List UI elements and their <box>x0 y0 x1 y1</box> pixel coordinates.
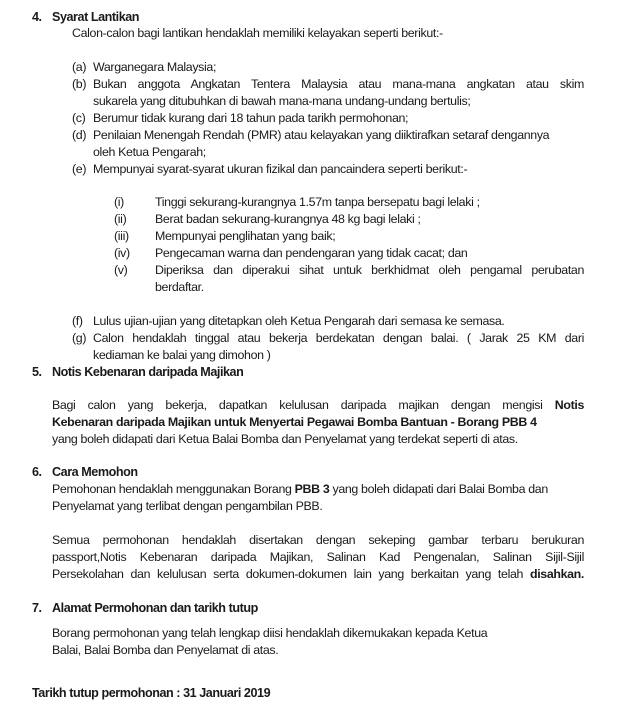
section-6-para2-line1: Semua permohonan hendaklah disertakan dengan sekeping gambar terbaru berukuran <box>52 533 584 547</box>
item-b-text-line1: Bukan anggota Angkatan Tentera Malaysia atau mana-mana angkatan atau skim <box>93 77 584 91</box>
section-5-form-name: Kebenaran daripada Majikan untuk Menyertai Pegawai Bomba Bantuan - Borang PBB 4 <box>52 415 537 429</box>
subitem-iii-label: (iii) <box>114 229 129 243</box>
section-6-para1-line1 <box>52 481 548 497</box>
section-4-number: 4. <box>32 10 42 24</box>
section-7-line2: Balai, Balai Bomba dan Penyelamat di atas. <box>52 643 279 657</box>
section-6-para2-line2: passport,Notis Kebenaran daripada Majikan, Salinan Kad Pengenalan, Salinan Sijil-Sijil <box>52 550 584 564</box>
section-6-para1-pre: Pemohonan hendaklah menggunakan Borang <box>52 482 295 496</box>
section-6-para1-line2: Penyelamat yang terlibat dengan pengambilan PBB. <box>52 499 323 513</box>
closing-date: Tarikh tutup permohonan : 31 Januari 2019 <box>32 686 271 700</box>
section-7-title: Alamat Permohonan dan tarikh tutup <box>52 601 258 615</box>
item-e-label: (e) <box>72 162 87 176</box>
item-f-label: (f) <box>72 314 83 328</box>
item-b-label: (b) <box>72 77 87 91</box>
section-6-para2-line3-bold: disahkan. <box>529 567 584 581</box>
item-d-text-line2: oleh Ketua Pengarah; <box>93 145 206 159</box>
section-5-title: Notis Kebenaran daripada Majikan <box>52 365 244 379</box>
section-6-para2-line3 <box>52 566 584 582</box>
section-6-para1-post: yang boleh didapati dari Balai Bomba dan <box>329 482 548 496</box>
subitem-i-text: Tinggi sekurang-kurangnya 1.57m tanpa bersepatu bagi lelaki ; <box>155 195 480 209</box>
item-c-text: Berumur tidak kurang dari 18 tahun pada tarikh permohonan; <box>93 111 409 125</box>
section-6-form-name: PBB 3 <box>294 482 330 496</box>
subitem-v-text-line1: Diperiksa dan diperakui sihat untuk berkhidmat oleh pengamal perubatan <box>155 263 584 277</box>
subitem-v-text-line2: berdaftar. <box>155 280 204 294</box>
item-b-text-line2: sukarela yang ditubuhkan di bawah mana-mana undang-undang bertulis; <box>93 94 471 108</box>
section-4-intro: Calon-calon bagi lantikan hendaklah memiliki kelayakan seperti berikut:- <box>72 26 443 40</box>
item-g-label: (g) <box>72 331 87 345</box>
section-4-title: Syarat Lantikan <box>52 10 140 24</box>
item-a-label: (a) <box>72 60 87 74</box>
item-g-text-line2: kediaman ke balai yang dimohon ) <box>93 348 271 362</box>
item-c-label: (c) <box>72 111 86 125</box>
item-a-text: Warganegara Malaysia; <box>93 60 217 74</box>
section-7-number: 7. <box>32 601 42 615</box>
section-5-para-line1-bold: Notis <box>554 398 584 412</box>
section-6-title: Cara Memohon <box>52 465 138 479</box>
section-6-para2-line3-text: Persekolahan dan kelulusan serta dokumen-dokumen lain yang berkaitan yang telah <box>52 567 530 581</box>
section-5-number: 5. <box>32 365 42 379</box>
item-f-text: Lulus ujian-ujian yang ditetapkan oleh Ketua Pengarah dari semasa ke semasa. <box>93 314 505 328</box>
section-7-line1: Borang permohonan yang telah lengkap diisi hendaklah dikemukakan kepada Ketua <box>52 626 488 640</box>
section-6-number: 6. <box>32 465 42 479</box>
item-d-label: (d) <box>72 128 87 142</box>
subitem-ii-label: (ii) <box>114 212 127 226</box>
subitem-iv-text: Pengecaman warna dan pendengaran yang tidak cacat; dan <box>155 246 468 260</box>
subitem-iv-label: (iv) <box>114 246 130 260</box>
section-5-para-line1 <box>52 397 584 413</box>
item-e-text: Mempunyai syarat-syarat ukuran fizikal dan pancaindera seperti berikut:- <box>93 162 468 176</box>
section-5-para-line2 <box>52 414 537 430</box>
section-5-para-line3: yang boleh didapati dari Ketua Balai Bomba dan Penyelamat yang terdekat seperti di atas. <box>52 432 518 446</box>
subitem-v-label: (v) <box>114 263 128 277</box>
subitem-iii-text: Mempunyai penglihatan yang baik; <box>155 229 336 243</box>
item-g-text-line1: Calon hendaklah tinggal atau bekerja berdekatan dengan balai. ( Jarak 25 KM dari <box>93 331 584 345</box>
item-d-text-line1: Penilaian Menengah Rendah (PMR) atau kelayakan yang diiktirafkan setaraf dengannya <box>93 128 550 142</box>
subitem-ii-text: Berat badan sekurang-kurangnya 48 kg bagi lelaki ; <box>155 212 421 226</box>
subitem-i-label: (i) <box>114 195 124 209</box>
section-5-para-line1-text: Bagi calon yang bekerja, dapatkan kelulusan daripada majikan dengan mengisi <box>52 398 555 412</box>
